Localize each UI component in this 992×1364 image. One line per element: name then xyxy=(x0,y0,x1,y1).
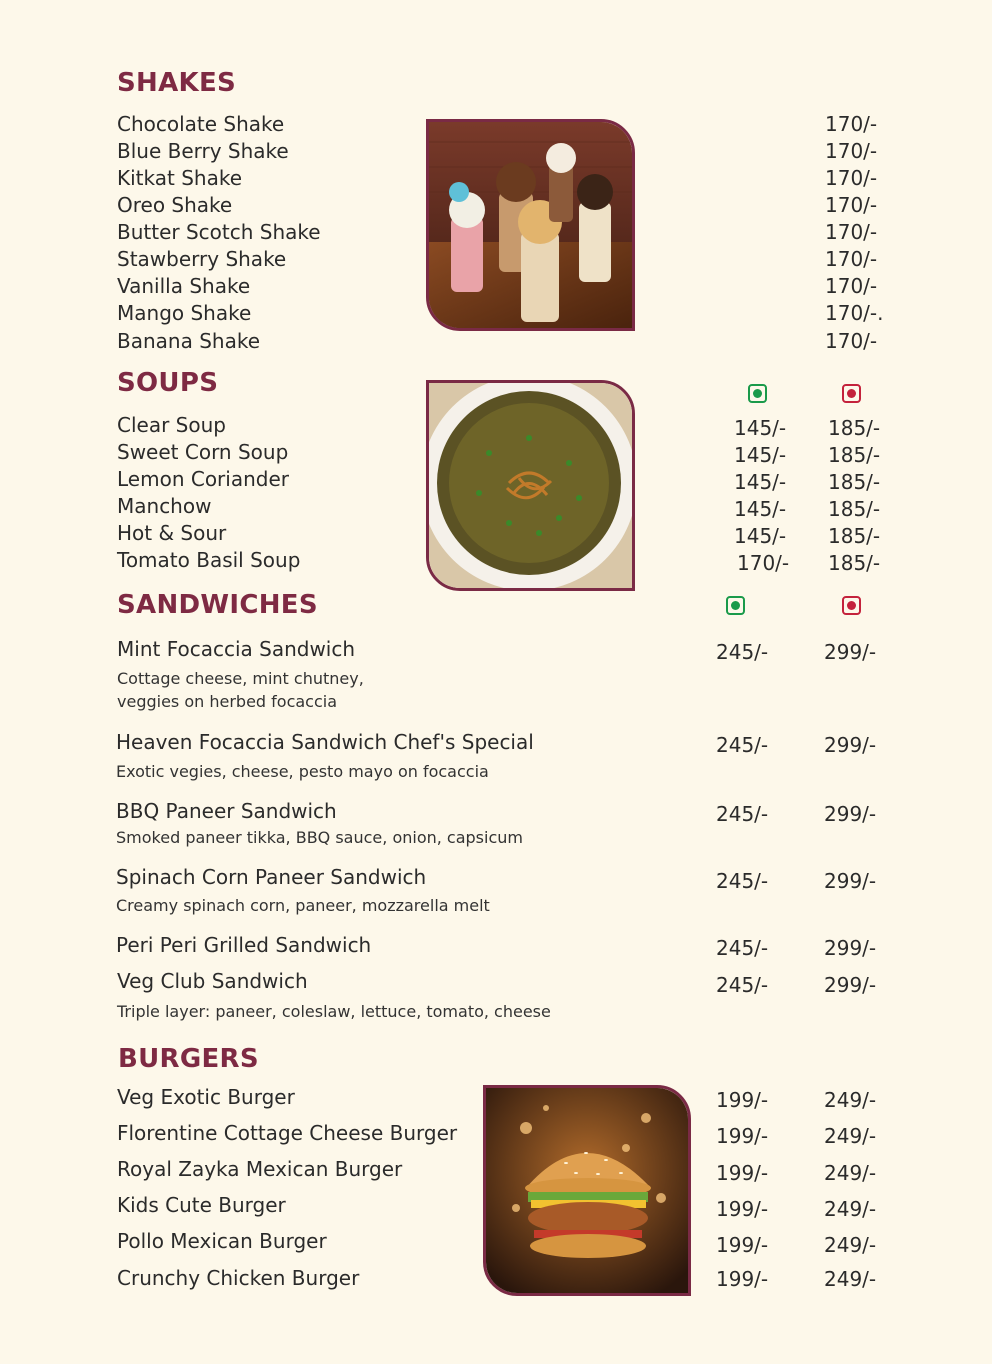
menu-item-name: Veg Club Sandwich xyxy=(117,969,308,993)
veg-price: 245/- xyxy=(716,733,769,757)
nonveg-price: 249/- xyxy=(824,1267,877,1291)
veg-price: 199/- xyxy=(716,1124,769,1148)
nonveg-price: 299/- xyxy=(824,869,877,893)
veg-price: 170/- xyxy=(737,551,790,575)
nonveg-price: 185/- xyxy=(828,470,881,494)
menu-item-name: BBQ Paneer Sandwich xyxy=(116,799,337,823)
menu-item-name: Hot & Sour xyxy=(117,521,227,545)
menu-item-description: Cottage cheese, mint chutney, xyxy=(117,669,364,688)
menu-item-price: 170/- xyxy=(825,274,878,298)
soups-heading: SOUPS xyxy=(117,368,219,398)
menu-item-description: Triple layer: paneer, coleslaw, lettuce, tomato, cheese xyxy=(117,1002,551,1021)
nonveg-price: 299/- xyxy=(824,936,877,960)
veg-price: 199/- xyxy=(716,1088,769,1112)
menu-item-name: Peri Peri Grilled Sandwich xyxy=(116,933,372,957)
menu-item-name: Spinach Corn Paneer Sandwich xyxy=(116,865,427,889)
veg-price: 245/- xyxy=(716,869,769,893)
nonveg-price: 299/- xyxy=(824,733,877,757)
menu-item-name: Crunchy Chicken Burger xyxy=(117,1266,360,1290)
nonveg-price: 185/- xyxy=(828,443,881,467)
menu-item-price: 170/- xyxy=(825,247,878,271)
veg-symbol-icon xyxy=(726,596,745,615)
menu-item-name: Banana Shake xyxy=(117,329,260,353)
menu-item-price: 170/- xyxy=(825,220,878,244)
menu-item-price: 170/-. xyxy=(825,301,884,325)
menu-item-name: Veg Exotic Burger xyxy=(117,1085,295,1109)
nonveg-price: 185/- xyxy=(828,416,881,440)
menu-item-name: Clear Soup xyxy=(117,413,226,437)
veg-price: 245/- xyxy=(716,936,769,960)
shakes-heading: SHAKES xyxy=(117,68,237,98)
burgers-heading: BURGERS xyxy=(118,1044,259,1074)
veg-price: 145/- xyxy=(734,470,787,494)
menu-item-description: Exotic vegies, cheese, pesto mayo on focaccia xyxy=(116,762,489,781)
veg-price: 245/- xyxy=(716,973,769,997)
burgers-photo xyxy=(483,1085,691,1296)
menu-item-description: Creamy spinach corn, paneer, mozzarella melt xyxy=(116,896,490,915)
veg-price: 199/- xyxy=(716,1197,769,1221)
veg-price: 199/- xyxy=(716,1233,769,1257)
menu-item-name: Pollo Mexican Burger xyxy=(117,1229,327,1253)
menu-item-name: Chocolate Shake xyxy=(117,112,285,136)
nonveg-price: 249/- xyxy=(824,1197,877,1221)
menu-item-name: Blue Berry Shake xyxy=(117,139,289,163)
soups-photo xyxy=(426,380,635,591)
veg-price: 245/- xyxy=(716,640,769,664)
nonveg-price: 185/- xyxy=(828,497,881,521)
veg-price: 145/- xyxy=(734,443,787,467)
nonveg-price: 185/- xyxy=(828,551,881,575)
sandwiches-heading: SANDWICHES xyxy=(117,590,318,620)
menu-item-description: veggies on herbed focaccia xyxy=(117,692,338,711)
menu-item-name: Royal Zayka Mexican Burger xyxy=(117,1157,403,1181)
menu-item-name: Mango Shake xyxy=(117,301,252,325)
nonveg-price: 249/- xyxy=(824,1233,877,1257)
nonveg-price: 299/- xyxy=(824,640,877,664)
menu-item-name: Lemon Coriander xyxy=(117,467,289,491)
menu-item-name: Sweet Corn Soup xyxy=(117,440,289,464)
nonveg-symbol-icon xyxy=(842,596,861,615)
menu-item-price: 170/- xyxy=(825,193,878,217)
veg-price: 145/- xyxy=(734,524,787,548)
menu-item-name: Oreo Shake xyxy=(117,193,233,217)
menu-item-name: Manchow xyxy=(117,494,212,518)
nonveg-price: 185/- xyxy=(828,524,881,548)
menu-item-name: Kids Cute Burger xyxy=(117,1193,286,1217)
veg-price: 199/- xyxy=(716,1267,769,1291)
menu-item-description: Smoked paneer tikka, BBQ sauce, onion, capsicum xyxy=(116,828,523,847)
menu-item-name: Butter Scotch Shake xyxy=(117,220,321,244)
veg-price: 145/- xyxy=(734,416,787,440)
menu-item-price: 170/- xyxy=(825,139,878,163)
menu-item-name: Mint Focaccia Sandwich xyxy=(117,637,356,661)
menu-item-price: 170/- xyxy=(825,166,878,190)
nonveg-price: 299/- xyxy=(824,973,877,997)
nonveg-price: 249/- xyxy=(824,1161,877,1185)
menu-item-price: 170/- xyxy=(825,329,878,353)
veg-symbol-icon xyxy=(748,384,767,403)
nonveg-price: 249/- xyxy=(824,1088,877,1112)
menu-item-name: Heaven Focaccia Sandwich Chef's Special xyxy=(116,730,534,754)
menu-item-price: 170/- xyxy=(825,112,878,136)
menu-item-name: Vanilla Shake xyxy=(117,274,251,298)
nonveg-price: 299/- xyxy=(824,802,877,826)
veg-price: 245/- xyxy=(716,802,769,826)
menu-item-name: Tomato Basil Soup xyxy=(117,548,301,572)
menu-item-name: Florentine Cottage Cheese Burger xyxy=(117,1121,458,1145)
veg-price: 145/- xyxy=(734,497,787,521)
veg-price: 199/- xyxy=(716,1161,769,1185)
menu-item-name: Stawberry Shake xyxy=(117,247,287,271)
nonveg-price: 249/- xyxy=(824,1124,877,1148)
menu-item-name: Kitkat Shake xyxy=(117,166,242,190)
shakes-photo xyxy=(426,119,635,331)
nonveg-symbol-icon xyxy=(842,384,861,403)
